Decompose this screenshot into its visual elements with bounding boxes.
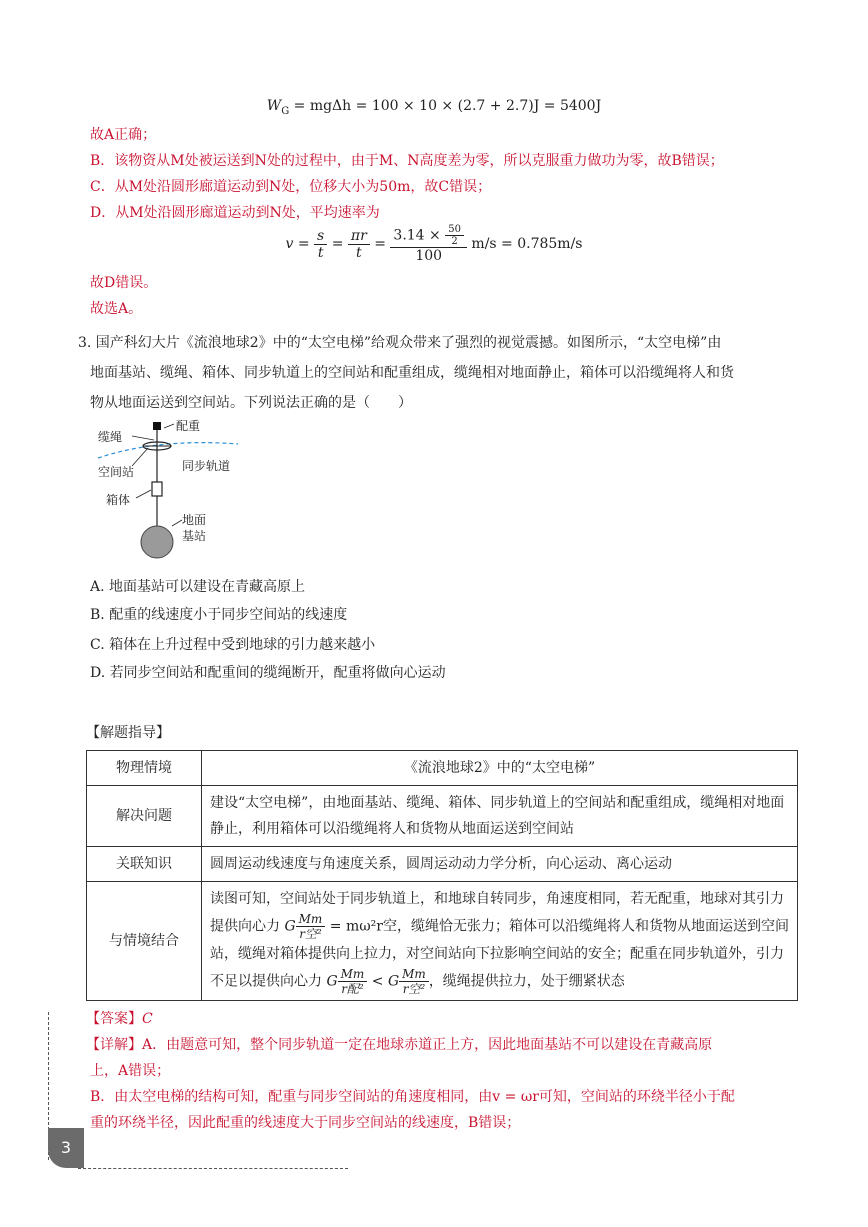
- label-station: 空间站: [98, 465, 135, 479]
- solution-line-b: B．该物资从M处被运送到N处的过程中，由于M、N高度差为零，所以克服重力做功为零，故B错误；: [90, 153, 724, 169]
- guide-row-body: 读图可知，空间站处于同步轨道上，和地球自转同步，角速度相同，若无配重，地球对其引力提供向心力 G $\frac{Mm}{\text{r空²}}$ = mω²r空，缆绳恰无张力；箱体可以沿缆绳将人和货物从地面运送到空间站，缆绳对箱体提供向上拉力，对空间站向下拉影响空间站的安全；配重在同步轨道外，引力不足以提供向心力 G $\frac{Mm}{\text{r配²}}$ < G $\frac{Mm}{\text{r空²}}$ ，缆绳提供拉力，处于绷紧状态: [202, 882, 798, 1001]
- eq1-rhs: = mω²r空: [329, 918, 397, 935]
- label-base-1: 地面: [182, 513, 207, 527]
- guide-row-head: 关联知识: [87, 847, 202, 882]
- table-row: [87, 882, 798, 1001]
- table-row: [87, 847, 798, 882]
- eq-wg-lhs: W: [266, 98, 282, 114]
- option-d: D. 若同步空间站和配重间的缆绳断开，配重将做向心运动: [90, 665, 446, 681]
- solution-select: 故选A。: [90, 301, 143, 317]
- label-counterweight: 配重: [176, 419, 201, 433]
- option-a: A. 地面基站可以建设在青藏高原上: [90, 579, 306, 595]
- question-line-2: 地面基站、缆绳、箱体、同步轨道上的空间站和配重组成，缆绳相对地面静止，箱体可以沿缆绳将人和货: [90, 365, 734, 381]
- eq1-frac: $\frac{Mm}{\text{r空²}}$: [296, 912, 326, 941]
- guide-row-body: 圆周运动线速度与角速度关系，圆周运动动力学分析，向心运动、离心运动: [202, 847, 798, 882]
- guide-row-body: 《流浪地球2》中的“太空电梯”: [202, 751, 798, 786]
- eq1-G: G: [284, 918, 296, 935]
- eq-wg-rhs: = mgΔh = 100 × 10 × (2.7 + 2.7)J = 5400J: [289, 98, 602, 114]
- page-number: 3: [60, 1138, 72, 1157]
- eq2-frac-1: $\frac{Mm}{\text{r配²}}$: [338, 967, 368, 996]
- eq2-frac-2: $\frac{Mm}{\text{r空²}}$: [399, 967, 429, 996]
- synchronous-orbit-curve: [98, 443, 238, 458]
- question-line-3: 物从地面运送到空间站。下列说法正确的是（ ）: [90, 395, 412, 411]
- guide-row-head: 物理情境: [87, 751, 202, 786]
- detail-a-line-2: 上，A错误；: [90, 1063, 171, 1079]
- question-line-1: 3. 国产科幻大片《流浪地球2》中的“太空电梯”给观众带来了强烈的视觉震撼。如图所示，“太空电梯”由: [78, 335, 722, 351]
- answer-label: 【答案】: [86, 1011, 142, 1027]
- label-orbit: 同步轨道: [182, 459, 231, 473]
- label-box: 箱体: [106, 493, 131, 507]
- solution-line-d: D．从M处沿圆形廊道运动到N处，平均速率为: [90, 205, 380, 221]
- answer-value: C: [142, 1011, 153, 1027]
- eq-v-lhs: v =: [285, 236, 310, 252]
- label-base-2: 基站: [182, 529, 207, 543]
- eq-v-frac-pir-t: $\frac{\pi r}{t}$: [348, 228, 370, 261]
- option-c: C. 箱体在上升过程中受到地球的引力越来越小: [90, 637, 376, 653]
- answer-line: [86, 1008, 153, 1028]
- eq-wg-sub: G: [281, 105, 290, 117]
- guide-row-head: 解决问题: [87, 786, 202, 847]
- solution-line-a: 故A正确；: [90, 127, 157, 143]
- eq2-G1: G: [326, 973, 338, 990]
- eq-v-rhs: m/s = 0.785m/s: [471, 236, 583, 252]
- guide-table: [86, 750, 798, 1001]
- eq-v-frac-s-t: $\frac{s}{t}$: [314, 228, 327, 261]
- bottom-dashed-border: [78, 1168, 348, 1169]
- solution-line-c: C．从M处沿圆形廊道运动到N处，位移大小为50m，故C错误；: [90, 179, 492, 195]
- eq2-G2: G: [387, 973, 400, 990]
- label-cable: 缆绳: [98, 430, 123, 444]
- space-elevator-diagram: [96, 416, 266, 564]
- table-row: [87, 751, 798, 786]
- guide-heading: 【解题指导】: [86, 725, 170, 741]
- detail-b-line-1: B．由太空电梯的结构可知，配重与同步空间站的角速度相同，由v = ωr可知，空间站的环绕半径小于配: [90, 1089, 735, 1105]
- counterweight-shape: [153, 422, 161, 430]
- solution-d-wrong: 故D错误。: [90, 275, 158, 291]
- guide-row-head: 与情境结合: [87, 882, 202, 1001]
- detail-a-line-1: 【详解】A．由题意可知，整个同步轨道一定在地球赤道正上方，因此地面基站不可以建设在青藏高原: [86, 1037, 713, 1053]
- eq-v-frac-number: 3.14 × $\frac{50}{2}$ 100: [390, 224, 467, 264]
- earth-base-shape: [141, 526, 173, 558]
- elevator-box-shape: [152, 482, 162, 496]
- detail-b-line-2: 重的环绕半径，因此配重的线速度大于同步空间站的线速度，B错误；: [90, 1115, 521, 1131]
- table-row: [87, 786, 798, 847]
- guide-row-body: 建设“太空电梯”，由地面基站、缆绳、箱体、同步轨道上的空间站和配重组成，缆绳相对地面静止，利用箱体可以沿缆绳将人和货物从地面运送到空间站: [202, 786, 798, 847]
- work-equation: [0, 98, 868, 117]
- velocity-equation: v = $\frac{s}{t}$ = $\frac{\pi r}{t}$ = 3.14 × $\frac{50}{2}$ 100 m/s = 0.785m/s: [285, 224, 583, 264]
- detail-label: 【详解】: [86, 1037, 142, 1053]
- option-b: B. 配重的线速度小于同步空间站的线速度: [90, 607, 348, 623]
